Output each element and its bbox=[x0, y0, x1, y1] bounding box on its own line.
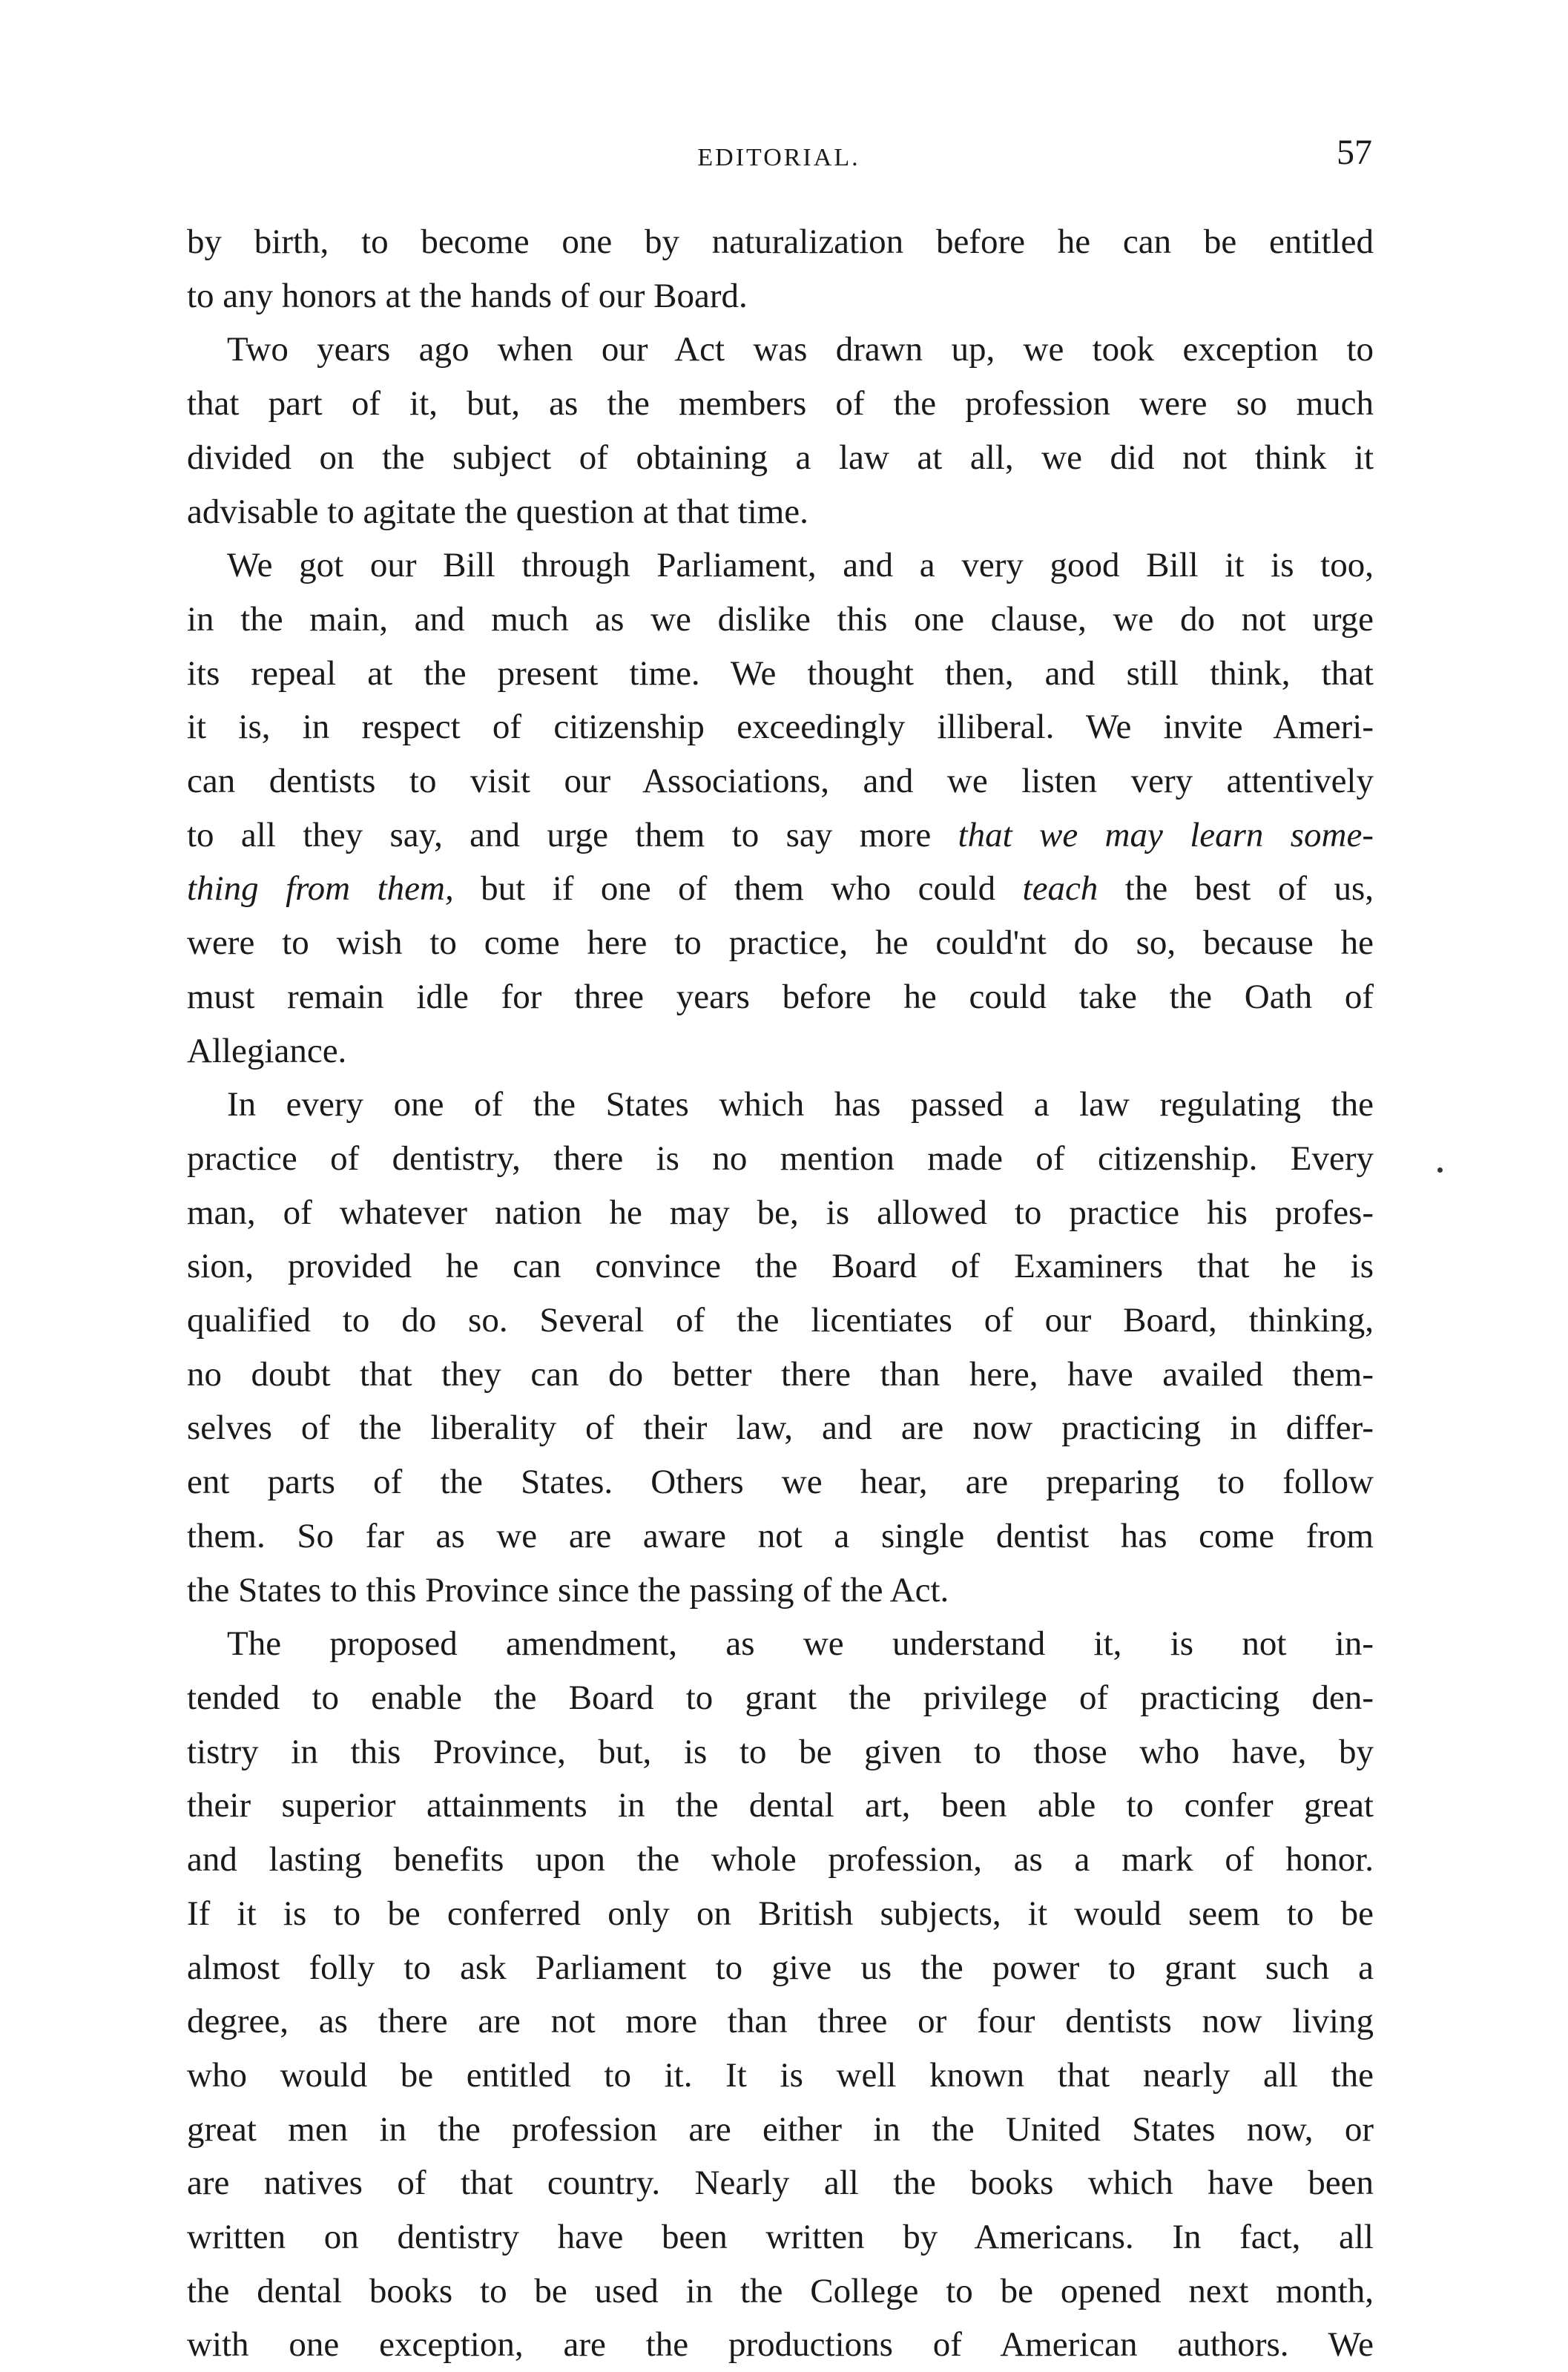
text-line: and lasting benefits upon the whole profession, as a mark of honor. bbox=[187, 1840, 1374, 1880]
running-head bbox=[185, 132, 1372, 184]
text-line: practice of dentistry, there is no mention made of citizenship. Every bbox=[187, 1139, 1374, 1178]
text-line: their superior attainments in the dental art, been able to confer great bbox=[187, 1786, 1374, 1825]
text-line: divided on the subject of obtaining a law at all, we did not think it bbox=[187, 438, 1374, 477]
text-line bbox=[187, 862, 1374, 916]
text-line: tended to enable the Board to grant the privilege of practicing den- bbox=[187, 1678, 1374, 1717]
text-line: are natives of that country. Nearly all the books which have been bbox=[187, 2164, 1374, 2203]
text-line: who would be entitled to it. It is well known that nearly all the bbox=[187, 2055, 1374, 2095]
text-line: great men in the profession are either in the United States now, or bbox=[187, 2109, 1374, 2149]
text-line: by birth, to become one by naturalization before he can be entitled bbox=[187, 223, 1374, 261]
text-line: qualified to do so. Several of the licentiates of our Board, thinking, bbox=[187, 1301, 1374, 1340]
text-line: tistry in this Province, but, is to be given to those who have, by bbox=[187, 1732, 1374, 1771]
running-title: EDITORIAL. bbox=[697, 144, 860, 171]
text-line: man, of whatever nation he may be, is allowed to practice his profes- bbox=[187, 1193, 1374, 1232]
page-number: 57 bbox=[1337, 133, 1372, 172]
text-line: with one exception, are the productions of American authors. We bbox=[187, 2325, 1374, 2365]
text-line: selves of the liberality of their law, and are now practicing in differ- bbox=[187, 1409, 1374, 1448]
text-span: but if one of them who could bbox=[453, 869, 1023, 909]
text-line: must remain idle for three years before he could take the Oath of bbox=[187, 977, 1374, 1016]
text-line: If it is to be conferred only on British subjects, it would seem to be bbox=[187, 1894, 1374, 1933]
text-line: them. So far as we are aware not a single dentist has come from bbox=[187, 1516, 1374, 1555]
text-line: advisable to agitate the question at that time. bbox=[187, 492, 808, 531]
text-line: its repeal at the present time. We thought then, and still think, that bbox=[187, 653, 1374, 693]
text-line: in the main, and much as we dislike this one clause, we do not urge bbox=[187, 599, 1374, 639]
text-line: can dentists to visit our Associations, and we listen very attentively bbox=[187, 762, 1374, 801]
text-line: to any honors at the hands of our Board. bbox=[187, 276, 748, 315]
text-line: The proposed amendment, as we understand it, is not in- bbox=[227, 1624, 1374, 1664]
italic-text: teach bbox=[1022, 869, 1098, 909]
text-line: the States to this Province since the passing of the Act. bbox=[187, 1570, 949, 1610]
text-line bbox=[187, 808, 1374, 863]
italic-text: thing from them, bbox=[187, 869, 454, 909]
text-line: Two years ago when our Act was drawn up, we took exception to bbox=[227, 330, 1374, 369]
text-span: the best of us, bbox=[1098, 869, 1374, 909]
ink-speck bbox=[1437, 1167, 1443, 1173]
text-line: ent parts of the States. Others we hear, are preparing to follow bbox=[187, 1463, 1374, 1502]
text-span: to all they say, and urge them to say more bbox=[187, 815, 958, 854]
text-line: In every one of the States which has passed a law regulating the bbox=[227, 1085, 1374, 1124]
text-line: no doubt that they can do better there than here, have availed them- bbox=[187, 1354, 1374, 1394]
text-line: the dental books to be used in the College to be opened next month, bbox=[187, 2271, 1374, 2310]
text-line: sion, provided he can convince the Board of Examiners that he is bbox=[187, 1247, 1374, 1286]
text-line: degree, as there are not more than three or four dentists now living bbox=[187, 2002, 1374, 2041]
text-line: written on dentistry have been written by Americans. In fact, all bbox=[187, 2218, 1374, 2257]
italic-text: that we may learn some- bbox=[958, 815, 1374, 854]
text-line: almost folly to ask Parliament to give us the power to grant such a bbox=[187, 1948, 1374, 1987]
text-line: Allegiance. bbox=[187, 1031, 347, 1070]
body-text bbox=[187, 215, 1374, 2372]
text-line: that part of it, but, as the members of the profession were so much bbox=[187, 384, 1374, 424]
text-line: it is, in respect of citizenship exceedingly illiberal. We invite Ameri- bbox=[187, 708, 1374, 747]
text-line: We got our Bill through Parliament, and a very good Bill it is too, bbox=[227, 546, 1374, 585]
text-line: were to wish to come here to practice, he could'nt do so, because he bbox=[187, 923, 1374, 963]
